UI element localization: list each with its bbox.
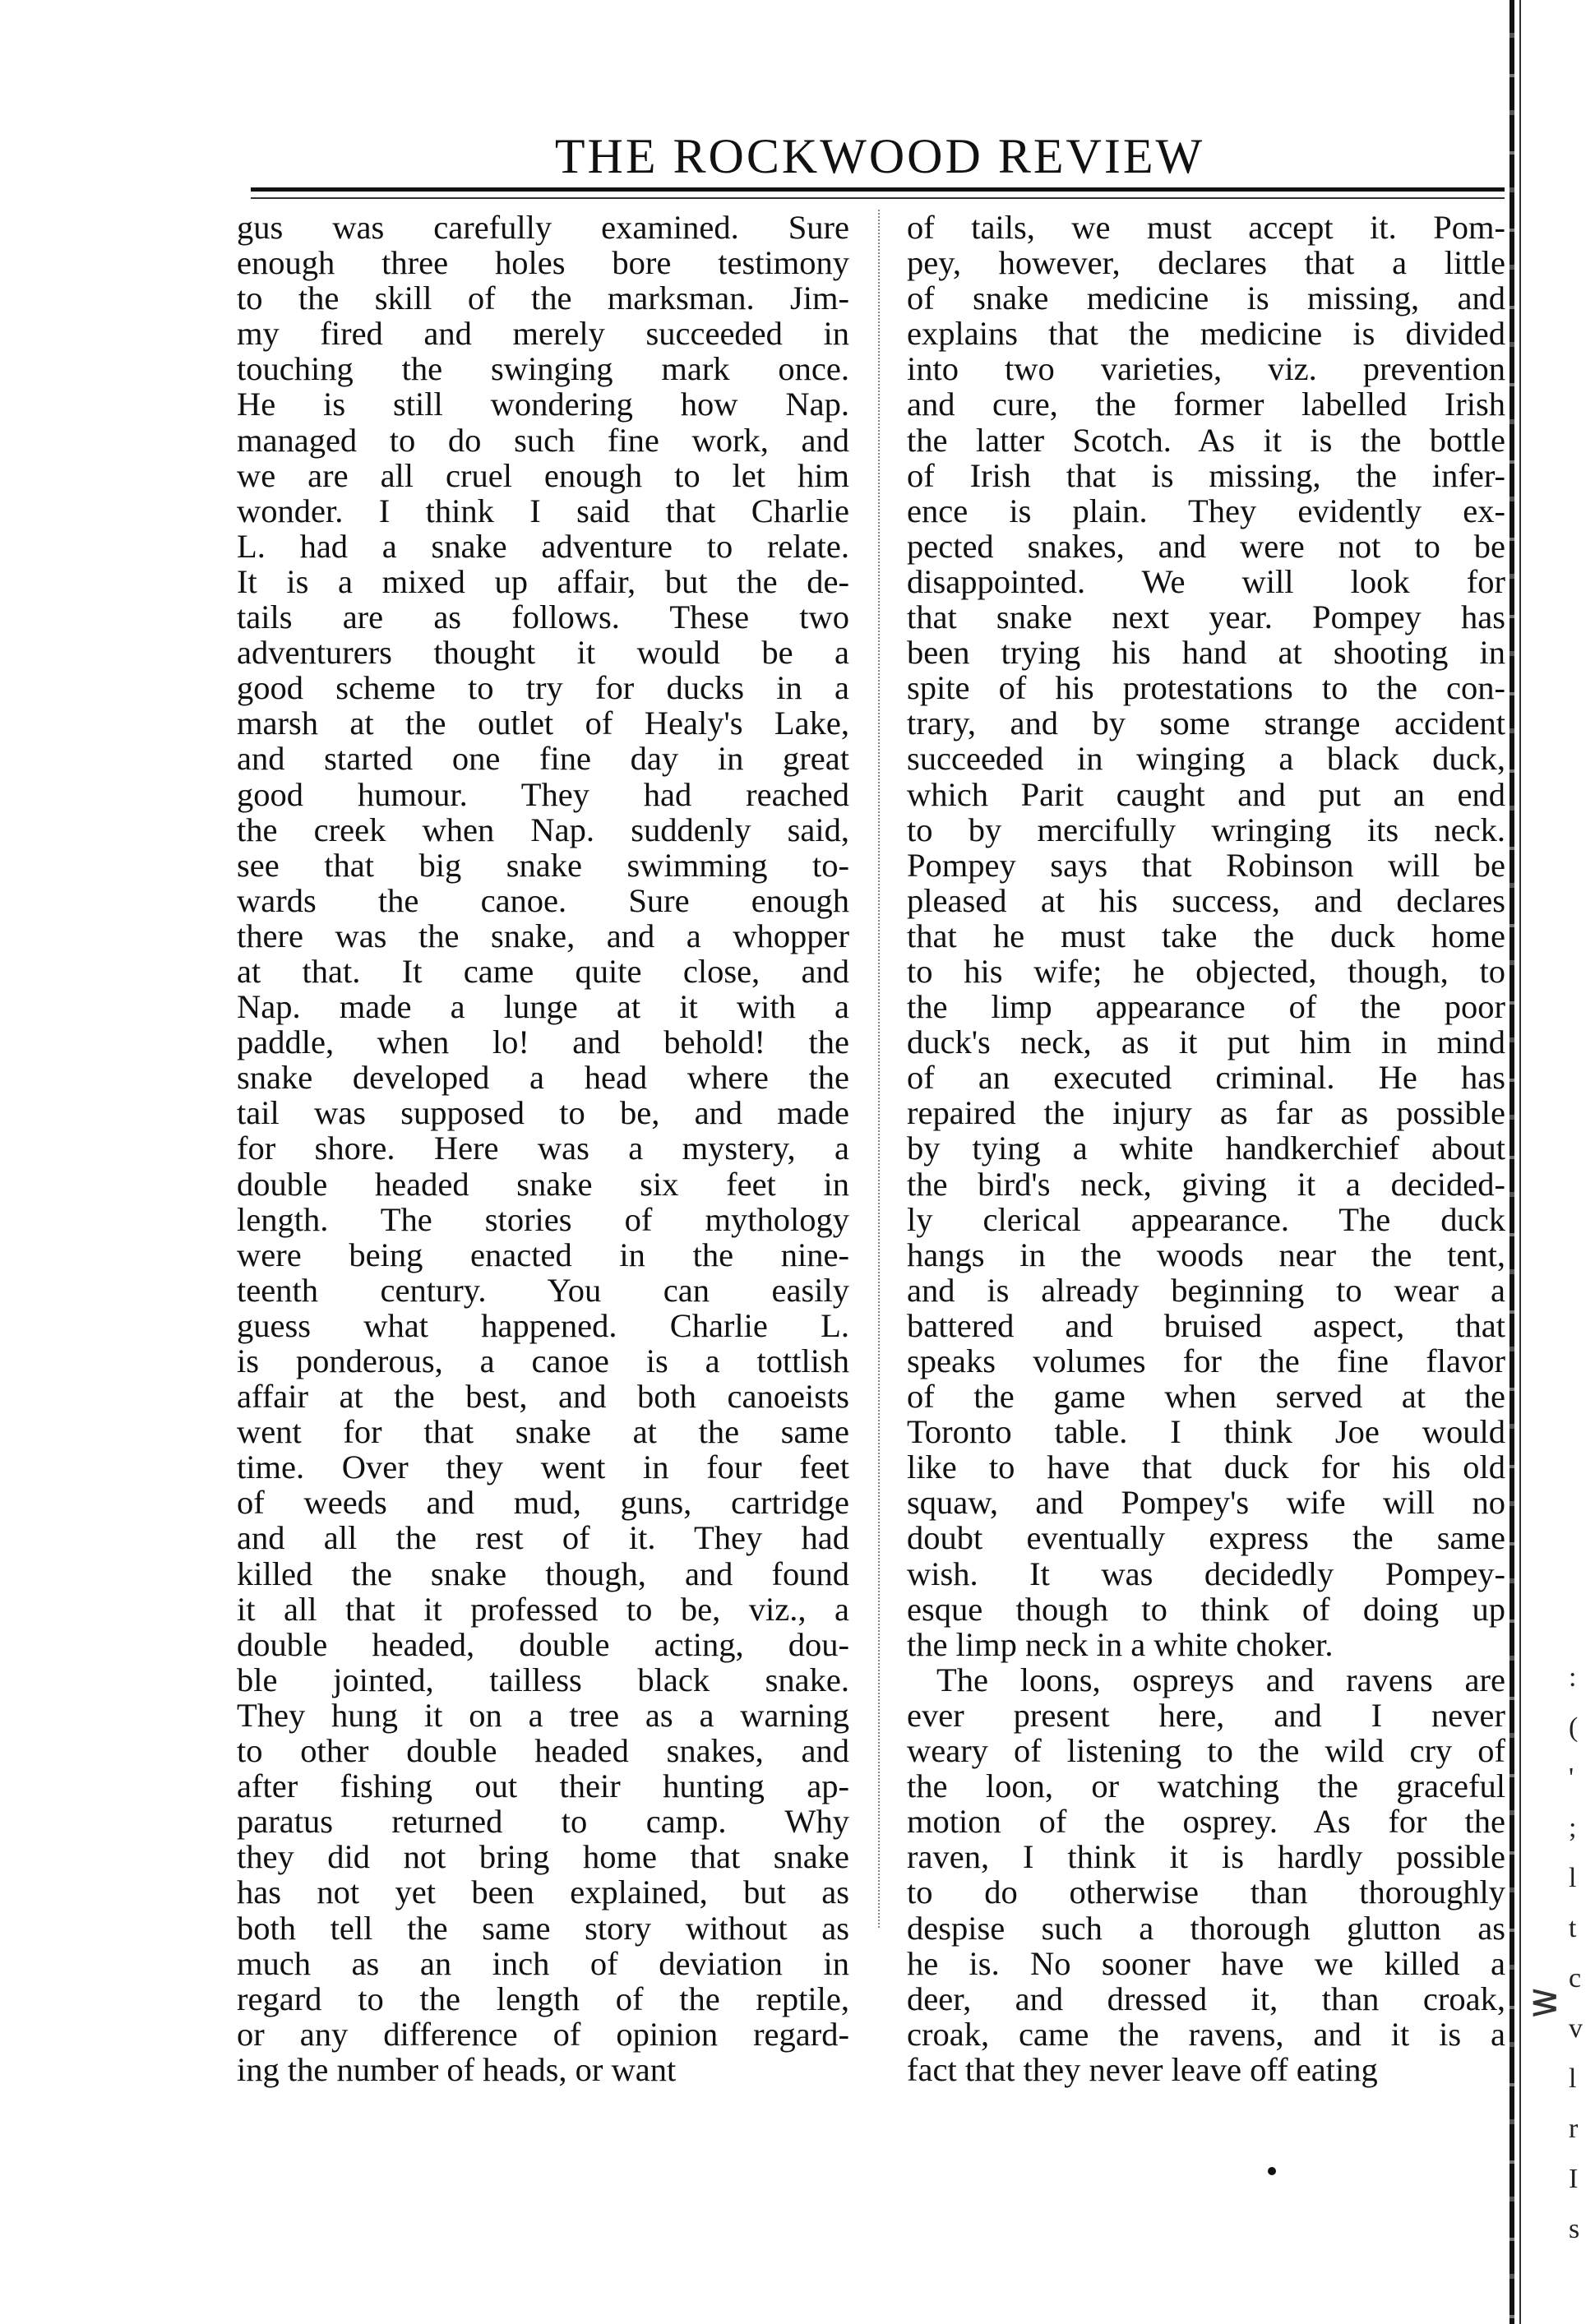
text-line: The loons, ospreys and ravens are (936, 1661, 1505, 1698)
margin-fragment-column (1569, 1652, 1593, 2254)
text-line: there was the snake, and a whopper (237, 917, 849, 954)
text-line: they did not bring home that snake (237, 1838, 849, 1876)
text-line: and started one fine day in great (237, 740, 849, 778)
text-line: paratus returned to camp. Why (237, 1803, 849, 1841)
text-line: that snake next year. Pompey has (907, 598, 1505, 636)
text-line: wonder. I think I said that Charlie (237, 492, 849, 529)
text-line: of Irish that is missing, the infer- (907, 456, 1505, 494)
text-line: regard to the length of the reptile, (237, 1980, 849, 2017)
text-line: He is still wondering how Nap. (237, 386, 849, 423)
text-line: length. The stories of mythology (237, 1200, 849, 1238)
text-line: guess what happened. Charlie L. (237, 1306, 849, 1344)
text-line: the loon, or watching the graceful (907, 1767, 1505, 1805)
text-line: pleased at his success, and declares (907, 881, 1505, 919)
text-line: wards the canoe. Sure enough (237, 881, 849, 919)
text-line: been trying his hand at shooting in (907, 634, 1505, 672)
header-rule-thin (251, 197, 1505, 199)
text-line: of the game when served at the (907, 1378, 1505, 1416)
text-line: squaw, and Pompey's wife will no (907, 1484, 1505, 1522)
text-line: duck's neck, as it put him in mind (907, 1023, 1505, 1061)
text-line: the limp appearance of the poor (907, 988, 1505, 1026)
text-line: motion of the osprey. As for the (907, 1803, 1505, 1841)
text-line: time. Over they went in four feet (237, 1448, 849, 1486)
text-line: They hung it on a tree as a warning (237, 1696, 849, 1734)
text-line: my fired and merely succeeded in (237, 315, 849, 353)
margin-mark: ; (1569, 1813, 1577, 1843)
text-line: to the skill of the marksman. Jim- (237, 280, 849, 317)
text-line: Pompey says that Robinson will be (907, 846, 1505, 884)
text-line: good humour. They had reached (237, 775, 849, 813)
text-line: to his wife; he objected, though, to (907, 952, 1505, 990)
text-line: explains that the medicine is divided (907, 315, 1505, 353)
margin-mark: l (1569, 1863, 1577, 1893)
text-line: has not yet been explained, but as (237, 1874, 849, 1911)
text-line: the bird's neck, giving it a decided- (907, 1165, 1505, 1203)
text-line: it all that it professed to be, viz., a (237, 1590, 849, 1628)
text-line: snake developed a head where the (237, 1059, 849, 1097)
text-line: which Parit caught and put an end (907, 775, 1505, 813)
text-line: touching the swinging mark once. (237, 350, 849, 388)
text-line: killed the snake though, and found (237, 1555, 849, 1592)
text-line: is ponderous, a canoe is a tottlish (237, 1342, 849, 1379)
text-line: adventurers thought it would be a (237, 634, 849, 672)
text-line: we are all cruel enough to let him (237, 456, 849, 494)
text-line: raven, I think it is hardly possible (907, 1838, 1505, 1876)
text-line: managed to do such fine work, and (237, 421, 849, 459)
margin-mark: I (1569, 2164, 1579, 2194)
header-rule (251, 187, 1505, 192)
text-line: succeeded in winging a black duck, (907, 740, 1505, 778)
text-line: ing the number of heads, or want (237, 2050, 677, 2088)
text-line: disappointed. We will look for (907, 562, 1505, 600)
text-line: and cure, the former labelled Irish (907, 386, 1505, 423)
text-line: tail was supposed to be, and made (237, 1094, 849, 1132)
text-line: ly clerical appearance. The duck (907, 1200, 1505, 1238)
text-line: the limp neck in a white choker. (907, 1625, 1334, 1663)
text-line: to do otherwise than thoroughly (907, 1874, 1505, 1911)
margin-mark: v (1569, 2013, 1583, 2044)
text-line: L. had a snake adventure to relate. (237, 527, 849, 565)
text-line: despise such a thorough glutton as (907, 1909, 1505, 1947)
text-line: of snake medicine is missing, and (907, 280, 1505, 317)
text-line: affair at the best, and both canoeists (237, 1378, 849, 1416)
text-line: and is already beginning to wear a (907, 1271, 1505, 1309)
text-line: the creek when Nap. suddenly said, (237, 811, 849, 848)
text-line: battered and bruised aspect, that (907, 1306, 1505, 1344)
text-line: much as an inch of deviation in (237, 1944, 849, 1982)
margin-mark: c (1569, 1963, 1582, 1994)
text-line: of tails, we must accept it. Pom- (907, 209, 1505, 246)
left-text-column (237, 210, 849, 2087)
text-line: trary, and by some strange accident (907, 705, 1505, 742)
text-line: croak, came the ravens, and it is a (907, 2015, 1505, 2053)
text-line: and all the rest of it. They had (237, 1519, 849, 1557)
text-line: tails are as follows. These two (237, 598, 849, 636)
page-header-title: THE ROCKWOOD REVIEW (554, 129, 1205, 183)
text-line: spite of his protestations to the con- (907, 669, 1505, 707)
column-divider (878, 210, 880, 1928)
text-line: pey, however, declares that a little (907, 244, 1505, 282)
text-line: doubt eventually express the same (907, 1519, 1505, 1557)
text-line: weary of listening to the wild cry of (907, 1732, 1505, 1770)
text-line: that he must take the duck home (907, 917, 1505, 954)
text-line: It is a mixed up affair, but the de- (237, 562, 849, 600)
text-line: speaks volumes for the fine flavor (907, 1342, 1505, 1379)
text-line: were being enacted in the nine- (237, 1236, 849, 1273)
text-line: of weeds and mud, guns, cartridge (237, 1484, 849, 1522)
text-line: at that. It came quite close, and (237, 952, 849, 990)
text-line: repaired the injury as far as possible (907, 1094, 1505, 1132)
text-line: after fishing out their hunting ap- (237, 1767, 849, 1805)
page-edge-line (1519, 0, 1521, 2324)
text-line: to by mercifully wringing its neck. (907, 811, 1505, 848)
margin-mark: t (1569, 1913, 1577, 1943)
text-line: pected snakes, and were not to be (907, 527, 1505, 565)
text-line: like to have that duck for his old (907, 1448, 1505, 1486)
ink-blot: ᕒ (1531, 1983, 1559, 2025)
text-line: the latter Scotch. As it is the bottle (907, 421, 1505, 459)
margin-mark: ( (1569, 1712, 1579, 1743)
text-line: teenth century. You can easily (237, 1271, 849, 1309)
text-line: double headed, double acting, dou- (237, 1625, 849, 1663)
page-edge-border (1509, 0, 1514, 2324)
text-line: both tell the same story without as (237, 1909, 849, 1947)
text-line: see that big snake swimming to- (237, 846, 849, 884)
margin-mark: : (1569, 1662, 1577, 1693)
text-line: or any difference of opinion regard- (237, 2015, 849, 2053)
text-line: Toronto table. I think Joe would (907, 1413, 1505, 1451)
text-line: esque though to think of doing up (907, 1590, 1505, 1628)
margin-mark: l (1569, 2063, 1577, 2094)
text-line: gus was carefully examined. Sure (237, 209, 849, 246)
text-line: marsh at the outlet of Healy's Lake, (237, 705, 849, 742)
margin-mark: ' (1569, 1763, 1574, 1793)
text-line: went for that snake at the same (237, 1413, 849, 1451)
text-line: hangs in the woods near the tent, (907, 1236, 1505, 1273)
text-line: enough three holes bore testimony (237, 244, 849, 282)
margin-mark: r (1569, 2114, 1579, 2144)
text-line: double headed snake six feet in (237, 1165, 849, 1203)
right-text-column (907, 210, 1505, 2087)
text-line: ence is plain. They evidently ex- (907, 492, 1505, 529)
text-line: ever present here, and I never (907, 1696, 1505, 1734)
text-line: by tying a white handkerchief about (907, 1130, 1505, 1167)
text-line: he is. No sooner have we killed a (907, 1944, 1505, 1982)
text-line: of an executed criminal. He has (907, 1059, 1505, 1097)
text-line: wish. It was decidedly Pompey- (907, 1555, 1505, 1592)
text-line: good scheme to try for ducks in a (237, 669, 849, 707)
text-line: to other double headed snakes, and (237, 1732, 849, 1770)
text-line: for shore. Here was a mystery, a (237, 1130, 849, 1167)
text-line: fact that they never leave off eating (907, 2050, 1378, 2088)
text-line: into two varieties, viz. prevention (907, 350, 1505, 388)
text-line: deer, and dressed it, than croak, (907, 1980, 1505, 2017)
margin-mark: s (1569, 2214, 1580, 2244)
text-line: Nap. made a lunge at it with a (237, 988, 849, 1026)
text-line: paddle, when lo! and behold! the (237, 1023, 849, 1061)
ink-dot (1268, 2167, 1276, 2175)
text-line: ble jointed, tailless black snake. (237, 1661, 849, 1698)
